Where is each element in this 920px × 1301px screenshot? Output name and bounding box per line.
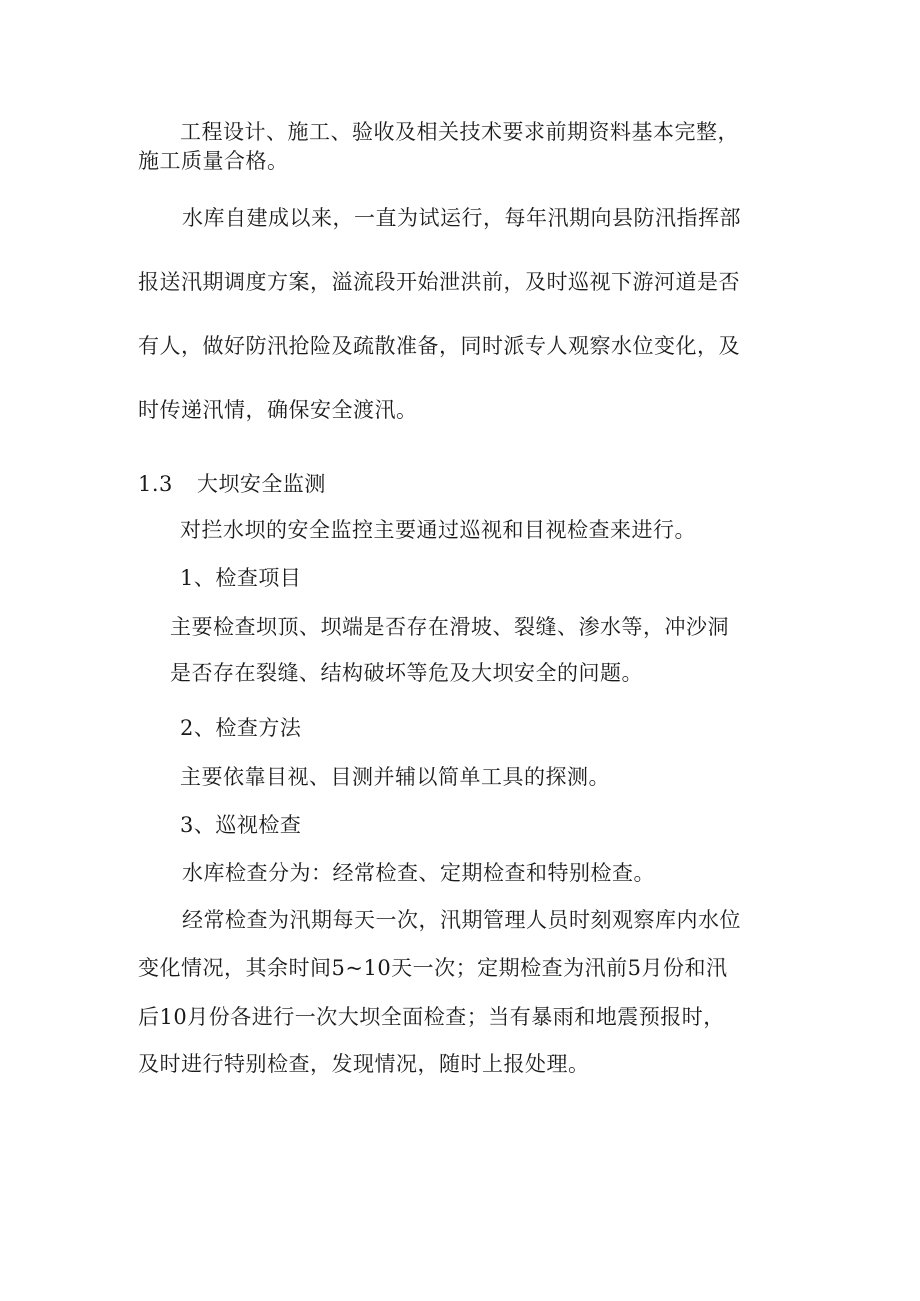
para3-line2: 变化情况，其余时间5~10天一次；定期检查为汛前5月份和汛	[138, 956, 728, 980]
para1-line1: 工程设计、施工、验收及相关技术要求前期资料基本完整，	[180, 120, 739, 144]
item3-heading: 3、巡视检查	[180, 813, 302, 837]
item1-heading: 1、检查项目	[180, 566, 302, 590]
intro-text: 对拦水坝的安全监控主要通过巡视和目视检查来进行。	[180, 518, 696, 542]
item1-line1: 主要检查坝顶、坝端是否存在滑坡、裂缝、渗水等，冲沙洞	[170, 615, 729, 639]
para2-line4: 时传递汛情，确保安全渡汛。	[138, 398, 418, 422]
item3-text: 水库检查分为：经常检查、定期检查和特别检查。	[182, 861, 655, 885]
section-title: 大坝安全监测	[196, 472, 326, 496]
para2-line3: 有人，做好防汛抢险及疏散准备，同时派专人观察水位变化，及	[138, 334, 740, 358]
item1-line2: 是否存在裂缝、结构破坏等危及大坝安全的问题。	[170, 661, 643, 685]
para3-line4: 及时进行特别检查，发现情况，随时上报处理。	[138, 1052, 590, 1076]
item2-text: 主要依靠目视、目测并辅以简单工具的探测。	[180, 765, 610, 789]
para2-line1: 水库自建成以来，一直为试运行，每年汛期向县防汛指挥部	[182, 206, 741, 230]
para1-line2: 施工质量合格。	[138, 149, 289, 173]
para3-line3: 后10月份各进行一次大坝全面检查；当有暴雨和地震预报时，	[138, 1005, 725, 1029]
section-number: 1.3	[138, 472, 173, 496]
para2-line2: 报送汛期调度方案，溢流段开始泄洪前，及时巡视下游河道是否	[138, 270, 740, 294]
section-heading	[138, 469, 326, 499]
para3-line1: 经常检查为汛期每天一次，汛期管理人员时刻观察库内水位	[182, 908, 741, 932]
item2-heading: 2、检查方法	[180, 716, 302, 740]
